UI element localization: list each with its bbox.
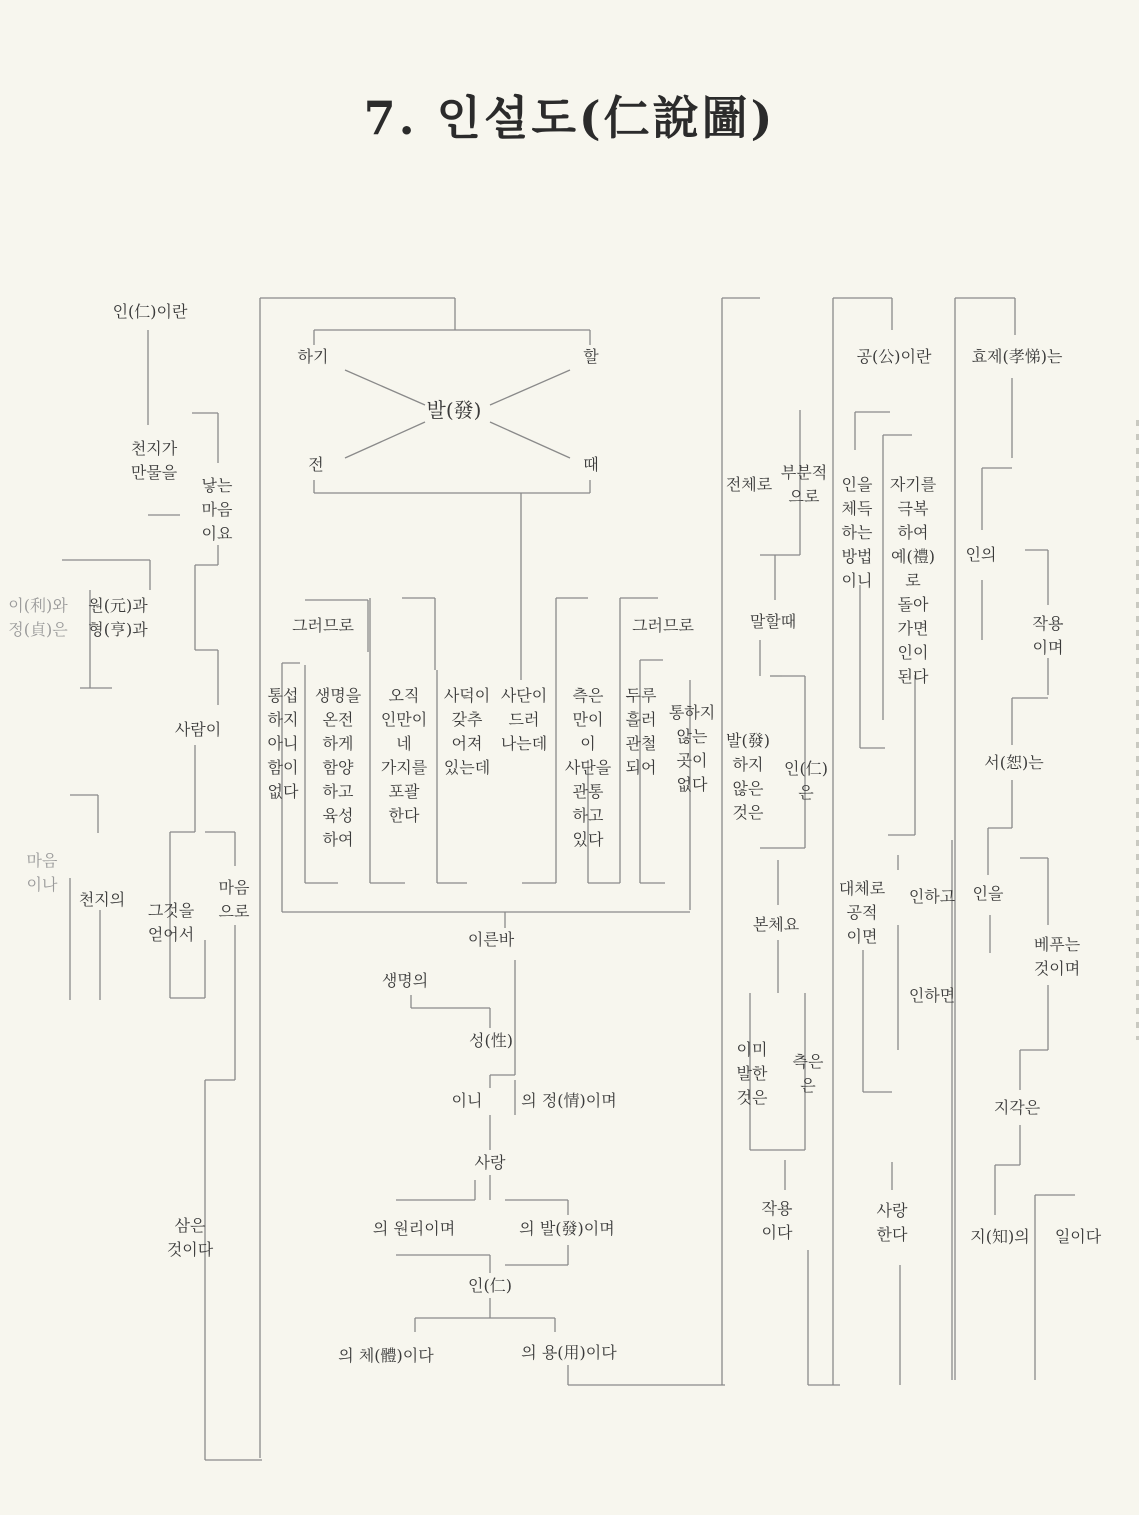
diagram-title: 7. 인설도(仁說圖)	[363, 91, 776, 145]
label-hagi: 하기	[297, 347, 329, 366]
label-maeum-euro: 마음 으로	[218, 878, 250, 921]
label-ojik: 오직 인만이 네 가지를 포괄 한다	[380, 686, 428, 825]
label-gong-iran: 공(公)이란	[856, 347, 932, 366]
label-jagireul: 자기를 극복 하여 예(禮) 로 돌아 가면 인이 된다	[889, 475, 937, 686]
label-bonche: 본체요	[752, 915, 800, 934]
label-il-ida: 일이다	[1054, 1227, 1102, 1246]
connector-line	[490, 422, 570, 458]
label-daechero: 대체로 공적 이면	[838, 879, 886, 946]
label-wonri: 의 원리이며	[372, 1219, 456, 1238]
label-cheonji-ga: 천지가 만물을	[130, 439, 178, 482]
label-i-wa-jeong: 이(利)와 정(貞)은	[8, 596, 68, 639]
label-cheonji-ui: 천지의	[78, 890, 126, 909]
label-in-iran: 인(仁)이란	[112, 302, 188, 321]
label-hyoje: 효제(孝悌)는	[971, 347, 1063, 366]
label-cheugeun-eun: 측은 은	[792, 1052, 824, 1095]
label-in-eul-cheduk: 인을 체득 하는 방법 이니	[841, 475, 873, 590]
label-ji-ui: 지(知)의	[970, 1227, 1030, 1246]
label-sameun: 삼은 것이다	[166, 1216, 214, 1259]
label-jakyong-imyeo: 작용 이며	[1032, 614, 1064, 657]
connector-line	[345, 370, 425, 405]
label-saengmyeong-eul: 생명을 온전 하게 함양 하고 육성 하여	[314, 686, 362, 849]
label-seo: 서(恕)는	[984, 753, 1044, 772]
label-bal: 발(發)	[426, 398, 482, 422]
label-malhalttae: 말할때	[749, 612, 797, 631]
label-inhago: 인하고	[908, 887, 956, 906]
label-cheugeun-mani: 측은 만이 이 사단을 관통 하고 있다	[564, 686, 612, 849]
label-in-eun: 인(仁) 은	[784, 759, 828, 802]
label-nanneun-maeum: 낳는 마음 이요	[201, 476, 233, 543]
label-won-hyeong: 원(元)과 형(亨)과	[88, 596, 148, 639]
label-bubunjeok: 부분적 으로	[780, 463, 828, 506]
connector-line	[490, 370, 570, 405]
label-jigak: 지각은	[993, 1098, 1041, 1117]
label-geureomeuro-left: 그러므로	[292, 616, 354, 635]
label-che: 의 체(體)이다	[338, 1346, 434, 1365]
label-yong: 의 용(用)이다	[521, 1343, 617, 1362]
label-hal: 할	[583, 347, 599, 366]
label-geureomeuro-right: 그러므로	[632, 616, 694, 635]
label-imi: 이미 발한 것은	[736, 1040, 768, 1107]
label-jeonchero: 전체로	[725, 475, 773, 494]
label-in-eul: 인을	[972, 884, 1004, 903]
label-sadeok: 사덕이 갖추 어져 있는데	[443, 686, 491, 777]
label-jeong: 의 정(情)이며	[521, 1091, 617, 1110]
label-ireunba: 이른바	[467, 930, 515, 949]
label-seong: 성(性)	[469, 1031, 513, 1050]
label-in-ui: 인의	[965, 545, 997, 564]
connector-line	[345, 422, 425, 458]
label-ini: 이니	[451, 1091, 483, 1110]
label-saengmyeong-ui: 생명의	[381, 971, 429, 990]
label-inhamyeon: 인하면	[908, 986, 956, 1005]
label-jakyong-ida: 작용 이다	[761, 1199, 793, 1242]
label-saram-i: 사람이	[174, 720, 222, 739]
label-bepuneun: 베푸는 것이며	[1033, 935, 1081, 978]
label-sarang-handa: 사랑 한다	[876, 1201, 908, 1244]
label-sadan: 사단이 드러 나는데	[500, 686, 548, 753]
label-bal-haji: 발(發) 하지 않은 것은	[726, 731, 770, 822]
label-in: 인(仁)	[468, 1276, 512, 1295]
label-duru: 두루 흘러 관철 되어	[625, 686, 657, 777]
label-tongha: 통하지 않는 곳이 없다	[668, 703, 716, 794]
label-jeon: 전	[308, 455, 324, 474]
label-tongseop: 통섭 하지 아니 함이 없다	[267, 686, 299, 801]
label-bal-imyeo: 의 발(發)이며	[519, 1219, 615, 1238]
label-maeum-ina: 마음 이나	[26, 851, 58, 894]
label-geugeoseul: 그것을 얻어서	[147, 901, 195, 944]
label-ttae: 때	[583, 455, 599, 474]
label-sarang: 사랑	[474, 1153, 506, 1172]
